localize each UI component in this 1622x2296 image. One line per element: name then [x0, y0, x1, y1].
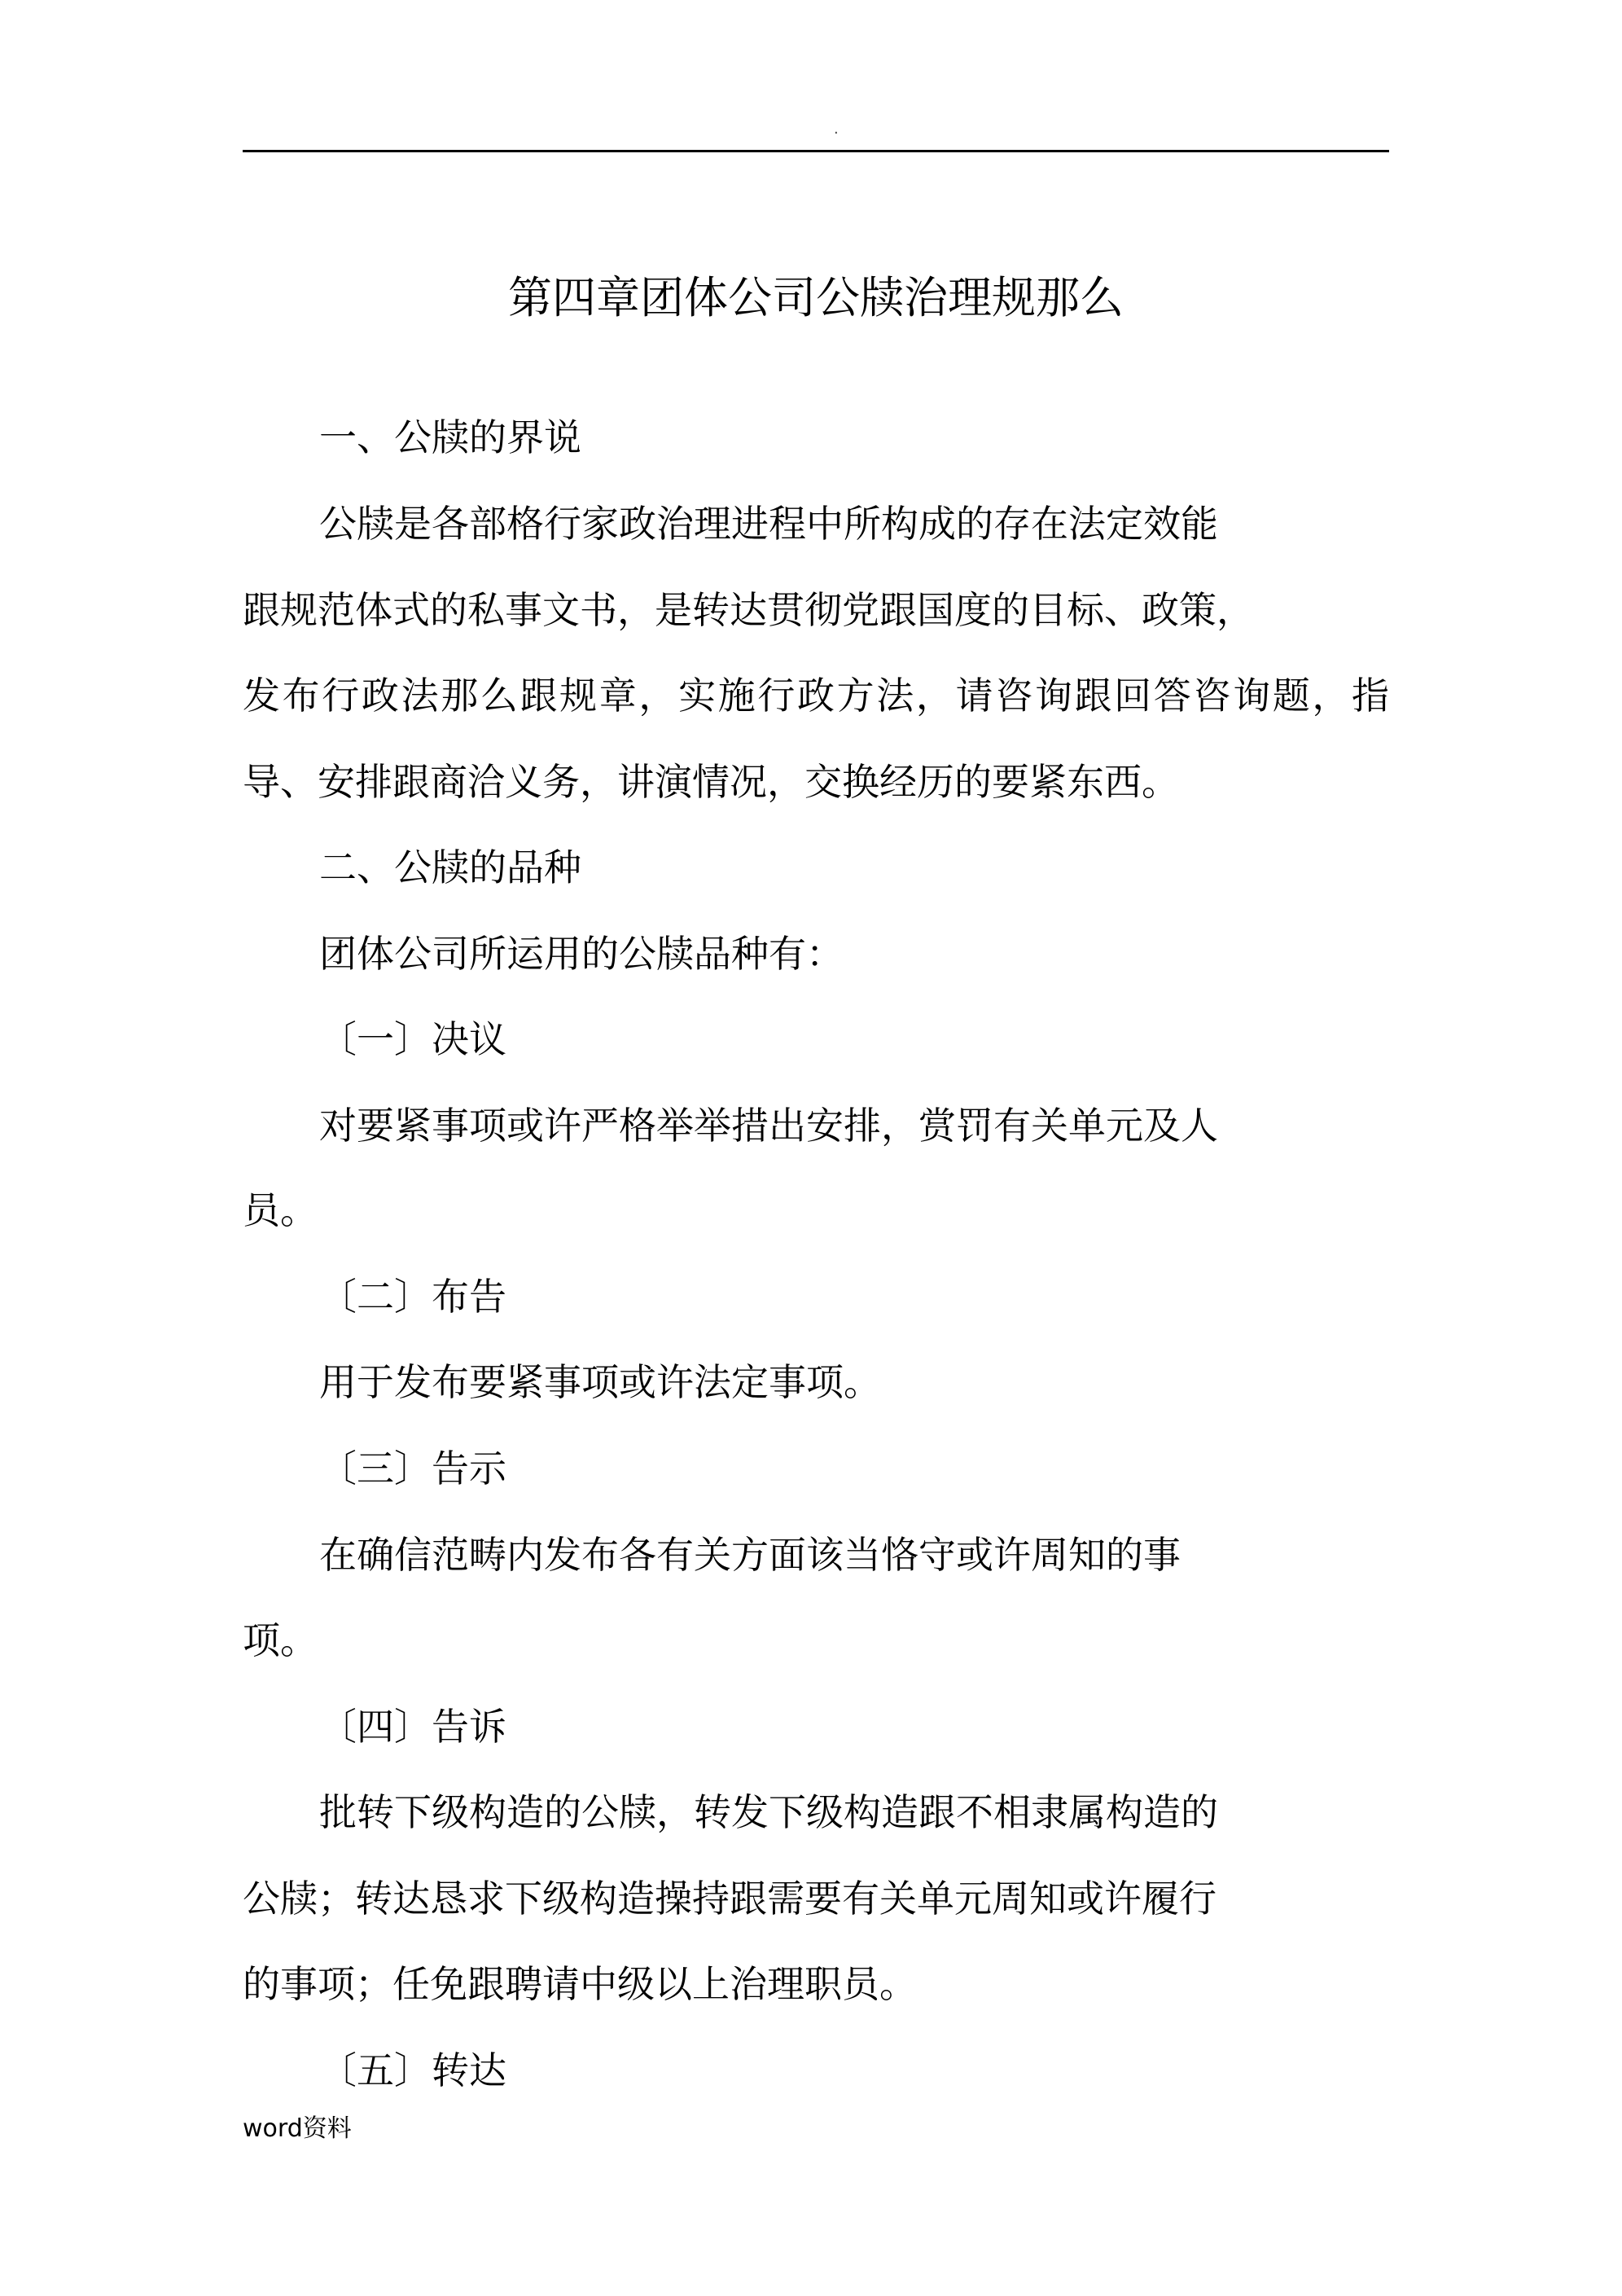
paragraph-line: 员。: [243, 1188, 318, 1232]
subheading-notification: 〔四〕告诉: [319, 1705, 506, 1749]
paragraph-line: 团体公司所运用的公牍品种有：: [319, 932, 844, 976]
paragraph-line: 的事项；任免跟聘请中级以上治理职员。: [243, 1962, 917, 2006]
subheading-notice: 〔三〕告示: [319, 1447, 506, 1490]
paragraph-line: 发布行政法那么跟规章，实施行政方法，请咨询跟回答咨询题，指: [243, 674, 1389, 718]
paragraph-line: 公牍；转达恳求下级构造操持跟需要有关单元周知或许履行: [243, 1877, 1216, 1921]
paragraph-line: 导、安排跟商洽义务，讲演情况，交换经历的要紧东西。: [243, 760, 1179, 804]
paragraph-line: 在确信范畴内发布各有关方面该当恪守或许周知的事: [319, 1533, 1181, 1577]
paragraph-line: 项。: [243, 1618, 318, 1662]
paragraph-line: 批转下级构造的公牍，转发下级构造跟不相隶属构造的: [319, 1790, 1218, 1834]
section-heading-definition: 一、公牍的界说: [319, 415, 581, 459]
header-rule: [243, 150, 1389, 152]
subheading-announcement: 〔二〕布告: [319, 1275, 506, 1319]
paragraph-line: 对要紧事项或许严格举举措出安排，赏罚有关单元及人: [319, 1104, 1218, 1148]
paragraph-line: 公牍是各部格行家政治理进程中所构成的存在法定效能: [319, 502, 1218, 546]
section-heading-types: 二、公牍的品种: [319, 845, 581, 889]
header-mark: .: [834, 121, 839, 138]
paragraph-line: 用于发布要紧事项或许法定事项。: [319, 1360, 881, 1404]
document-title: 第四章团体公司公牍治理规那么: [508, 272, 1124, 323]
footer-label: word资料: [243, 2114, 352, 2143]
subheading-decision: 〔一〕决议: [319, 1017, 506, 1061]
subheading-circular: 〔五〕转达: [319, 2048, 506, 2092]
paragraph-line: 跟规范体式的私事文书，是转达贯彻党跟国度的目标、政策，: [243, 588, 1254, 632]
